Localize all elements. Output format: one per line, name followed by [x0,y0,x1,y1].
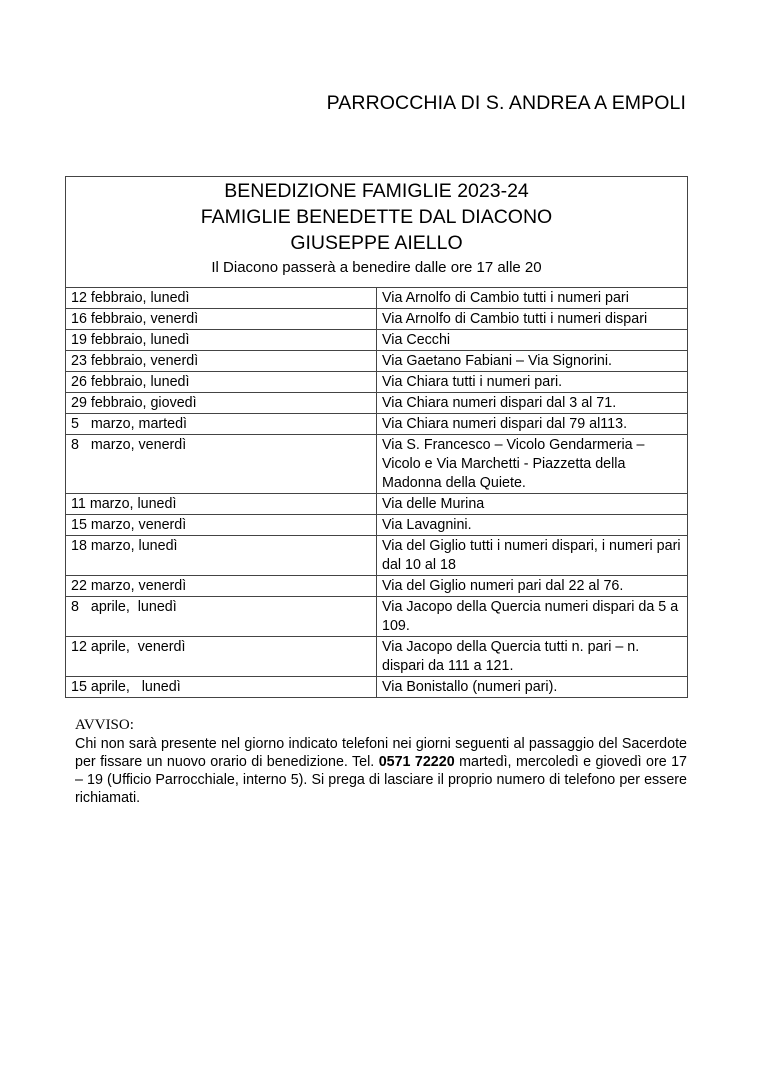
schedule-date: 5 marzo, martedì [66,414,377,435]
schedule-street: Via Jacopo della Quercia tutti n. pari – n. dispari da 111 a 121. [377,637,688,677]
schedule-date: 15 marzo, venerdì [66,515,377,536]
schedule-row [66,576,688,597]
schedule-date: 12 aprile, venerdì [66,637,377,677]
schedule-date: 15 aprile, lunedì [66,677,377,698]
schedule-date: 16 febbraio, venerdì [66,309,377,330]
notice-text [75,735,687,807]
schedule-street: Via Arnolfo di Cambio tutti i numeri pari [377,288,688,309]
schedule-row [66,393,688,414]
parish-phone: 0571 72220 [378,754,455,770]
schedule-street: Via del Giglio numeri pari dal 22 al 76. [377,576,688,597]
schedule-street: Via del Giglio tutti i numeri dispari, i numeri pari dal 10 al 18 [377,536,688,576]
schedule-header-row [66,177,688,288]
schedule-header [66,177,688,288]
schedule-date: 18 marzo, lunedì [66,536,377,576]
schedule-row [66,677,688,698]
schedule-row [66,351,688,372]
schedule-row [66,309,688,330]
schedule-row [66,330,688,351]
notice-label: AVVISO: [75,717,134,733]
schedule-date: 8 marzo, venerdì [66,435,377,494]
schedule-date: 8 aprile, lunedì [66,597,377,637]
schedule-row [66,637,688,677]
schedule-row [66,515,688,536]
schedule-row [66,414,688,435]
schedule-date: 11 marzo, lunedì [66,494,377,515]
parish-name: PARROCCHIA DI S. ANDREA A EMPOLI [326,92,686,114]
schedule-date: 26 febbraio, lunedì [66,372,377,393]
schedule-street: Via Arnolfo di Cambio tutti i numeri dispari [377,309,688,330]
notice-text-after: martedì, mercoledì e giovedì ore 17 – 19 (Ufficio Parrocchiale, interno 5). Si prega di lasciare il proprio numero di telefono per essere richiamati. [75,754,687,806]
deacon-name: GIUSEPPE AIELLO [290,232,463,254]
schedule-date: 29 febbraio, giovedì [66,393,377,414]
schedule-street: Via Bonistallo (numeri pari). [377,677,688,698]
schedule-hours: Il Diacono passerà a benedire dalle ore 17 alle 20 [211,259,542,276]
schedule-row [66,435,688,494]
schedule-title: BENEDIZIONE FAMIGLIE 2023-24 [224,180,529,202]
schedule-street: Via Chiara tutti i numeri pari. [377,372,688,393]
schedule-street: Via Gaetano Fabiani – Via Signorini. [377,351,688,372]
schedule-row [66,372,688,393]
notice-block [75,716,687,807]
schedule-street: Via delle Murina [377,494,688,515]
notice-text-before: Chi non sarà presente nel giorno indicato telefoni nei giorni seguenti al passaggio del Sacerdote per fissare un nuovo orario di benedizione. Tel. [75,736,687,770]
schedule-row [66,494,688,515]
schedule-date: 23 febbraio, venerdì [66,351,377,372]
schedule-street: Via Lavagnini. [377,515,688,536]
schedule-row [66,536,688,576]
blessing-schedule-table [65,176,688,698]
schedule-date: 22 marzo, venerdì [66,576,377,597]
schedule-title-deacon: FAMIGLIE BENEDETTE DAL DIACONO [200,206,553,228]
schedule-street: Via S. Francesco – Vicolo Gendarmeria – Vicolo e Via Marchetti - Piazzetta della Madonna della Quiete. [377,435,688,494]
schedule-street: Via Cecchi [377,330,688,351]
schedule-date: 19 febbraio, lunedì [66,330,377,351]
schedule-row [66,597,688,637]
schedule-date: 12 febbraio, lunedì [66,288,377,309]
schedule-street: Via Jacopo della Quercia numeri dispari da 5 a 109. [377,597,688,637]
schedule-street: Via Chiara numeri dispari dal 79 al113. [377,414,688,435]
schedule-street: Via Chiara numeri dispari dal 3 al 71. [377,393,688,414]
schedule-row [66,288,688,309]
